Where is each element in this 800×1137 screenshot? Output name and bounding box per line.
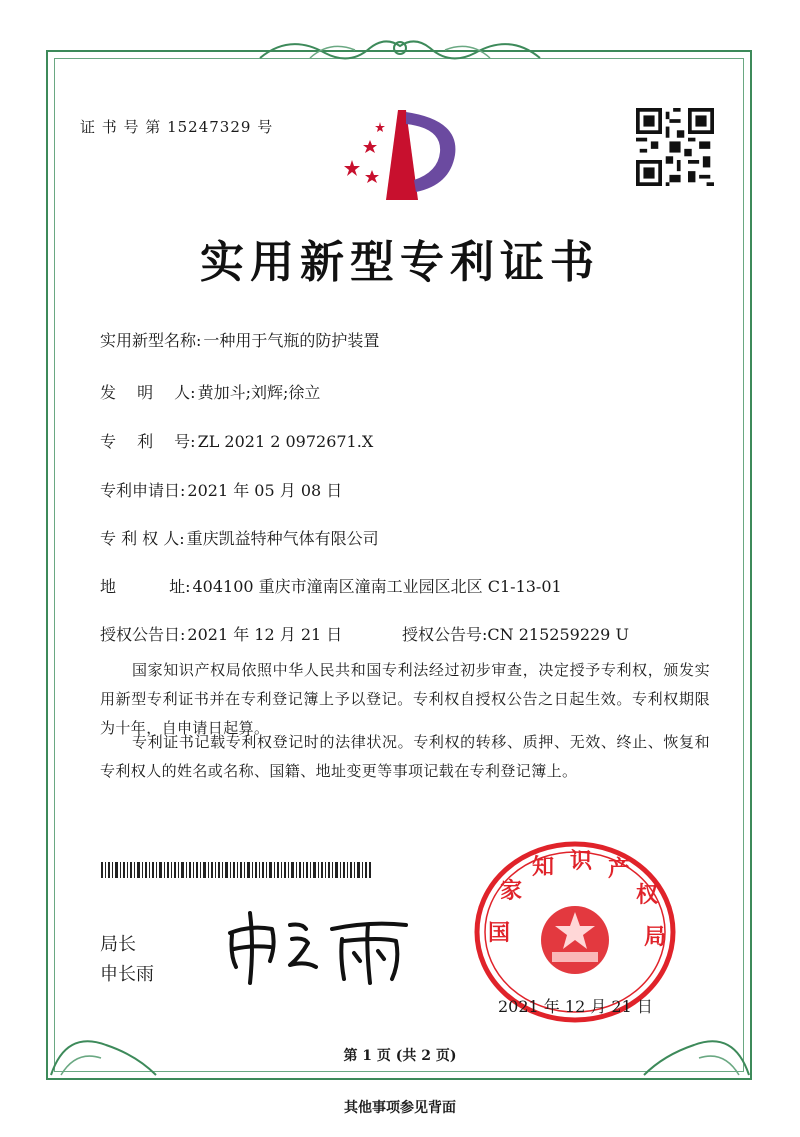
- field-label: 专利申请日:: [100, 481, 186, 500]
- field-label: 实用新型名称:: [100, 331, 202, 350]
- patent-number-row: [100, 429, 373, 452]
- field-value: 2021 年 05 月 08 日: [187, 481, 343, 500]
- director-signature: [220, 895, 420, 990]
- svg-text:识: 识: [570, 849, 593, 874]
- svg-text:产: 产: [608, 857, 631, 882]
- grant-number-row: [402, 622, 629, 645]
- svg-text:知: 知: [532, 855, 555, 880]
- grant-date-row: [100, 622, 342, 645]
- field-label: 授权公告日:: [100, 625, 186, 644]
- field-value: 黄加斗;刘辉;徐立: [197, 383, 321, 402]
- field-value: 重庆凯益特种气体有限公司: [186, 529, 379, 548]
- svg-text:家: 家: [500, 879, 523, 904]
- legal-paragraph-2: 专利证书记载专利权登记时的法律状况。专利权的转移、质押、无效、终止、恢复和专利权人的姓名或名称、国籍、地址变更等事项记载在专利登记簿上。: [100, 733, 710, 780]
- field-label: 专 利 号:: [100, 432, 196, 451]
- field-label: 专 利 权 人:: [100, 529, 185, 548]
- bottom-left-ornament: [46, 990, 166, 1080]
- field-value: 一种用于气瓶的防护装置: [203, 331, 380, 350]
- field-label: 地 址:: [100, 577, 191, 596]
- patentee-row: [100, 526, 379, 549]
- svg-text:国: 国: [488, 921, 511, 946]
- field-value: ZL 2021 2 0972671.X: [197, 432, 374, 451]
- address-row: [100, 574, 562, 597]
- page-indicator: 第 1 页 (共 2 页): [343, 1048, 457, 1064]
- utility-model-name-row: [100, 328, 379, 351]
- barcode-icon: [101, 862, 371, 878]
- seal-date: 2021 年 12 月 21 日: [498, 997, 653, 1016]
- top-ornament: [250, 28, 550, 68]
- filing-date-row: [100, 478, 342, 501]
- field-value: 2021 年 12 月 21 日: [187, 625, 343, 644]
- legal-paragraph-1: 国家知识产权局依照中华人民共和国专利法经过初步审查，决定授予专利权，颁发实用新型专利证书并在专利登记簿上予以登记。专利权自授权公告之日起生效。专利权期限为十年，自申请日起算。: [100, 661, 710, 737]
- footer-note: 其他事项参见背面: [344, 1100, 456, 1116]
- qr-code-icon: [636, 108, 714, 186]
- svg-text:权: 权: [636, 883, 659, 908]
- field-value: 404100 重庆市潼南区潼南工业园区北区 C1-13-01: [192, 577, 562, 596]
- director-title: 局长: [100, 934, 136, 955]
- certificate-number: 证 书 号 第 15247329 号: [80, 118, 274, 136]
- director-name: 申长雨: [100, 964, 154, 985]
- svg-text:局: 局: [644, 925, 667, 950]
- inventors-row: [100, 380, 320, 403]
- field-value: CN 215259229 U: [487, 625, 629, 644]
- field-label: 授权公告号:: [402, 625, 488, 644]
- field-label: 发 明 人:: [100, 383, 196, 402]
- certificate-title: 实用新型专利证书: [200, 237, 600, 288]
- cnipa-logo-icon: [330, 100, 470, 210]
